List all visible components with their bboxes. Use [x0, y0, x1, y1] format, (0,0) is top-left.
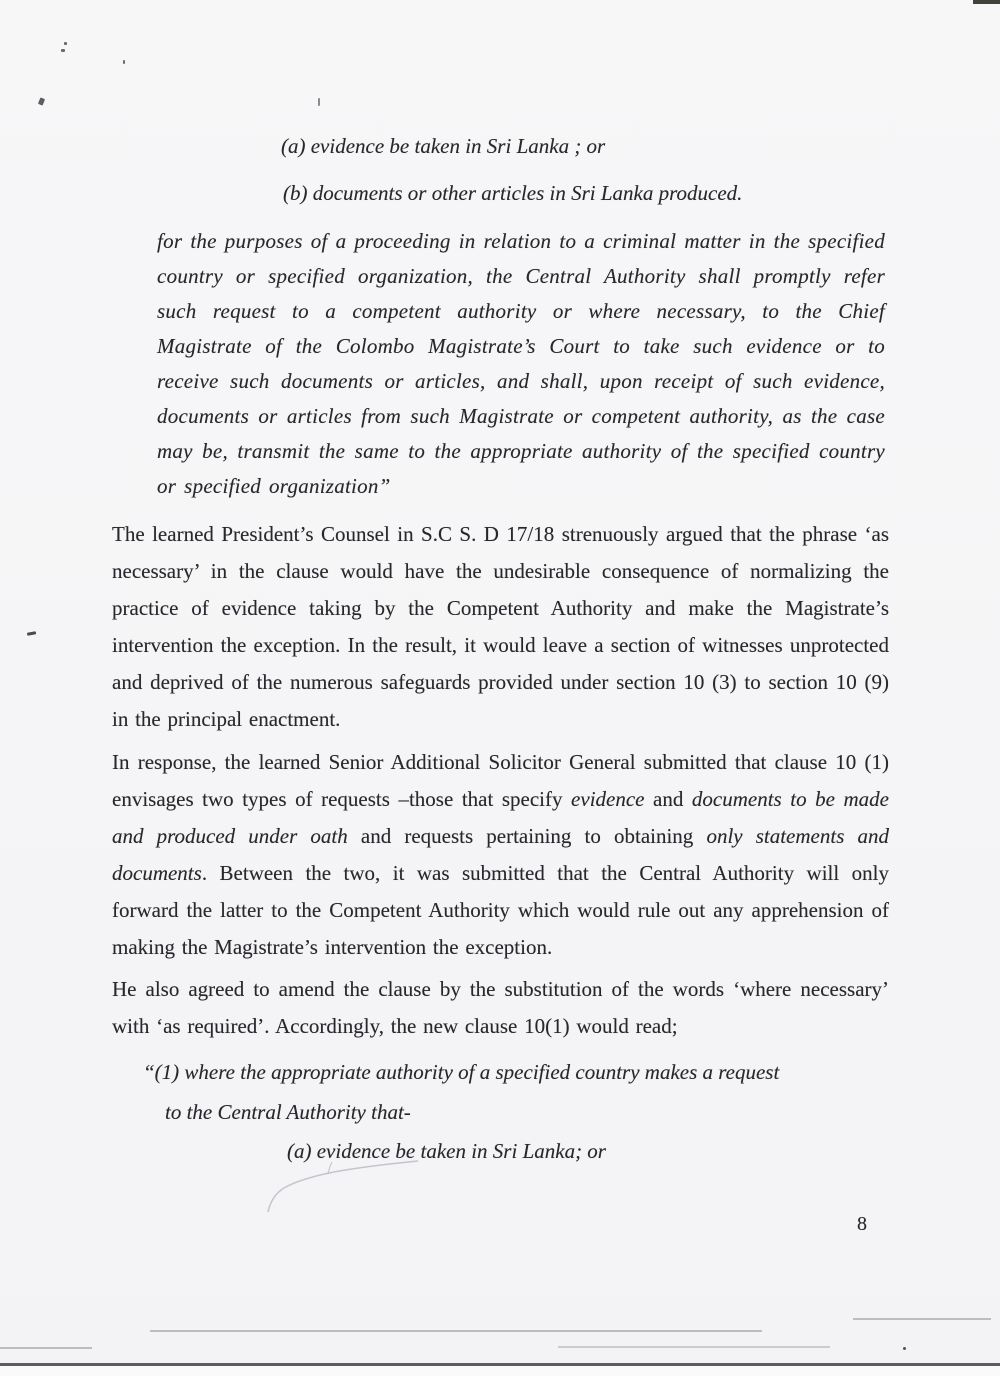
quote-item-a: (a) evidence be taken in Sri Lanka ; or: [281, 134, 606, 158]
amended-clause: [143, 1052, 903, 1132]
paragraph-solicitor-general: [112, 744, 889, 966]
scan-line: [0, 1347, 92, 1349]
amended-clause-line1: “(1) where the appropriate authority of a specified country makes a request: [143, 1060, 780, 1084]
margin-dash-mark: [27, 631, 36, 635]
paragraph-amendment-agreement: He also agreed to amend the clause by the substitution of the words ‘where necessary’ with ‘as required’. Accordingly, the new clause 10(1) would read;: [112, 977, 889, 1038]
scan-line: [150, 1330, 762, 1332]
amended-clause-line2: to the Central Authority that-: [165, 1100, 411, 1124]
text-segment: . Between the two, it was submitted that the Central Authority will only forward the latter to the Competent Authority which would rule out any apprehension of making the Magistrate’s intervention the exception.: [112, 861, 889, 959]
quote-item-b: (b) documents or other articles in Sri Lanka produced.: [283, 181, 743, 205]
scan-speck: [38, 97, 45, 105]
paragraph-presidents-counsel: The learned President’s Counsel in S.C S. D 17/18 strenuously argued that the phrase ‘as necessary’ in the clause would have the undesirable consequence of normalizing the practice of evidence taking by the Competent Authority and make the Magistrate’s intervention the exception. In the result, it would leave a section of witnesses unprotected and deprived of the numerous safeguards provided under section 10 (3) to section 10 (9) in the principal enactment.: [112, 522, 889, 731]
page-number: 8: [857, 1213, 867, 1235]
scan-speck: [61, 49, 65, 52]
amended-clause-item-a: (a) evidence be taken in Sri Lanka; or: [287, 1139, 606, 1163]
text-segment-italic: evidence: [571, 787, 645, 811]
quoted-clause-body: for the purposes of a proceeding in relation to a criminal matter in the specified country or specified organization, the Central Authority shall promptly refer such request to a competent authority or where necessary, to the Chief Magistrate of the Colombo Magistrate’s Court to take such evidence or to receive such documents or articles, and shall, upon receipt of such evidence, documents or articles from such Magistrate or competent authority, as the case may be, transmit the same to the appropriate authority of the specified country or specified organization”: [157, 229, 885, 498]
scan-speck: [318, 98, 320, 106]
text-segment: In response, the learned Senior Additional Solicitor General submitted that clause 10 (1) envisages two types of requests –those that specify: [112, 750, 889, 811]
text-segment: and: [644, 787, 692, 811]
scan-speck: [64, 42, 67, 45]
text-segment-italic: documents to be made and produced under oath: [112, 787, 889, 848]
text-segment-italic: only statements and documents: [112, 824, 889, 885]
pencil-stroke-mark: [222, 1155, 432, 1217]
scan-line: [853, 1318, 991, 1320]
scan-bottom-strip: [0, 1366, 1000, 1376]
scan-line: [558, 1346, 830, 1348]
scan-speck: [123, 60, 125, 64]
ink-dot: [903, 1347, 906, 1350]
text-segment: and requests pertaining to obtaining: [347, 824, 707, 848]
scan-corner-mark: [973, 0, 1000, 4]
